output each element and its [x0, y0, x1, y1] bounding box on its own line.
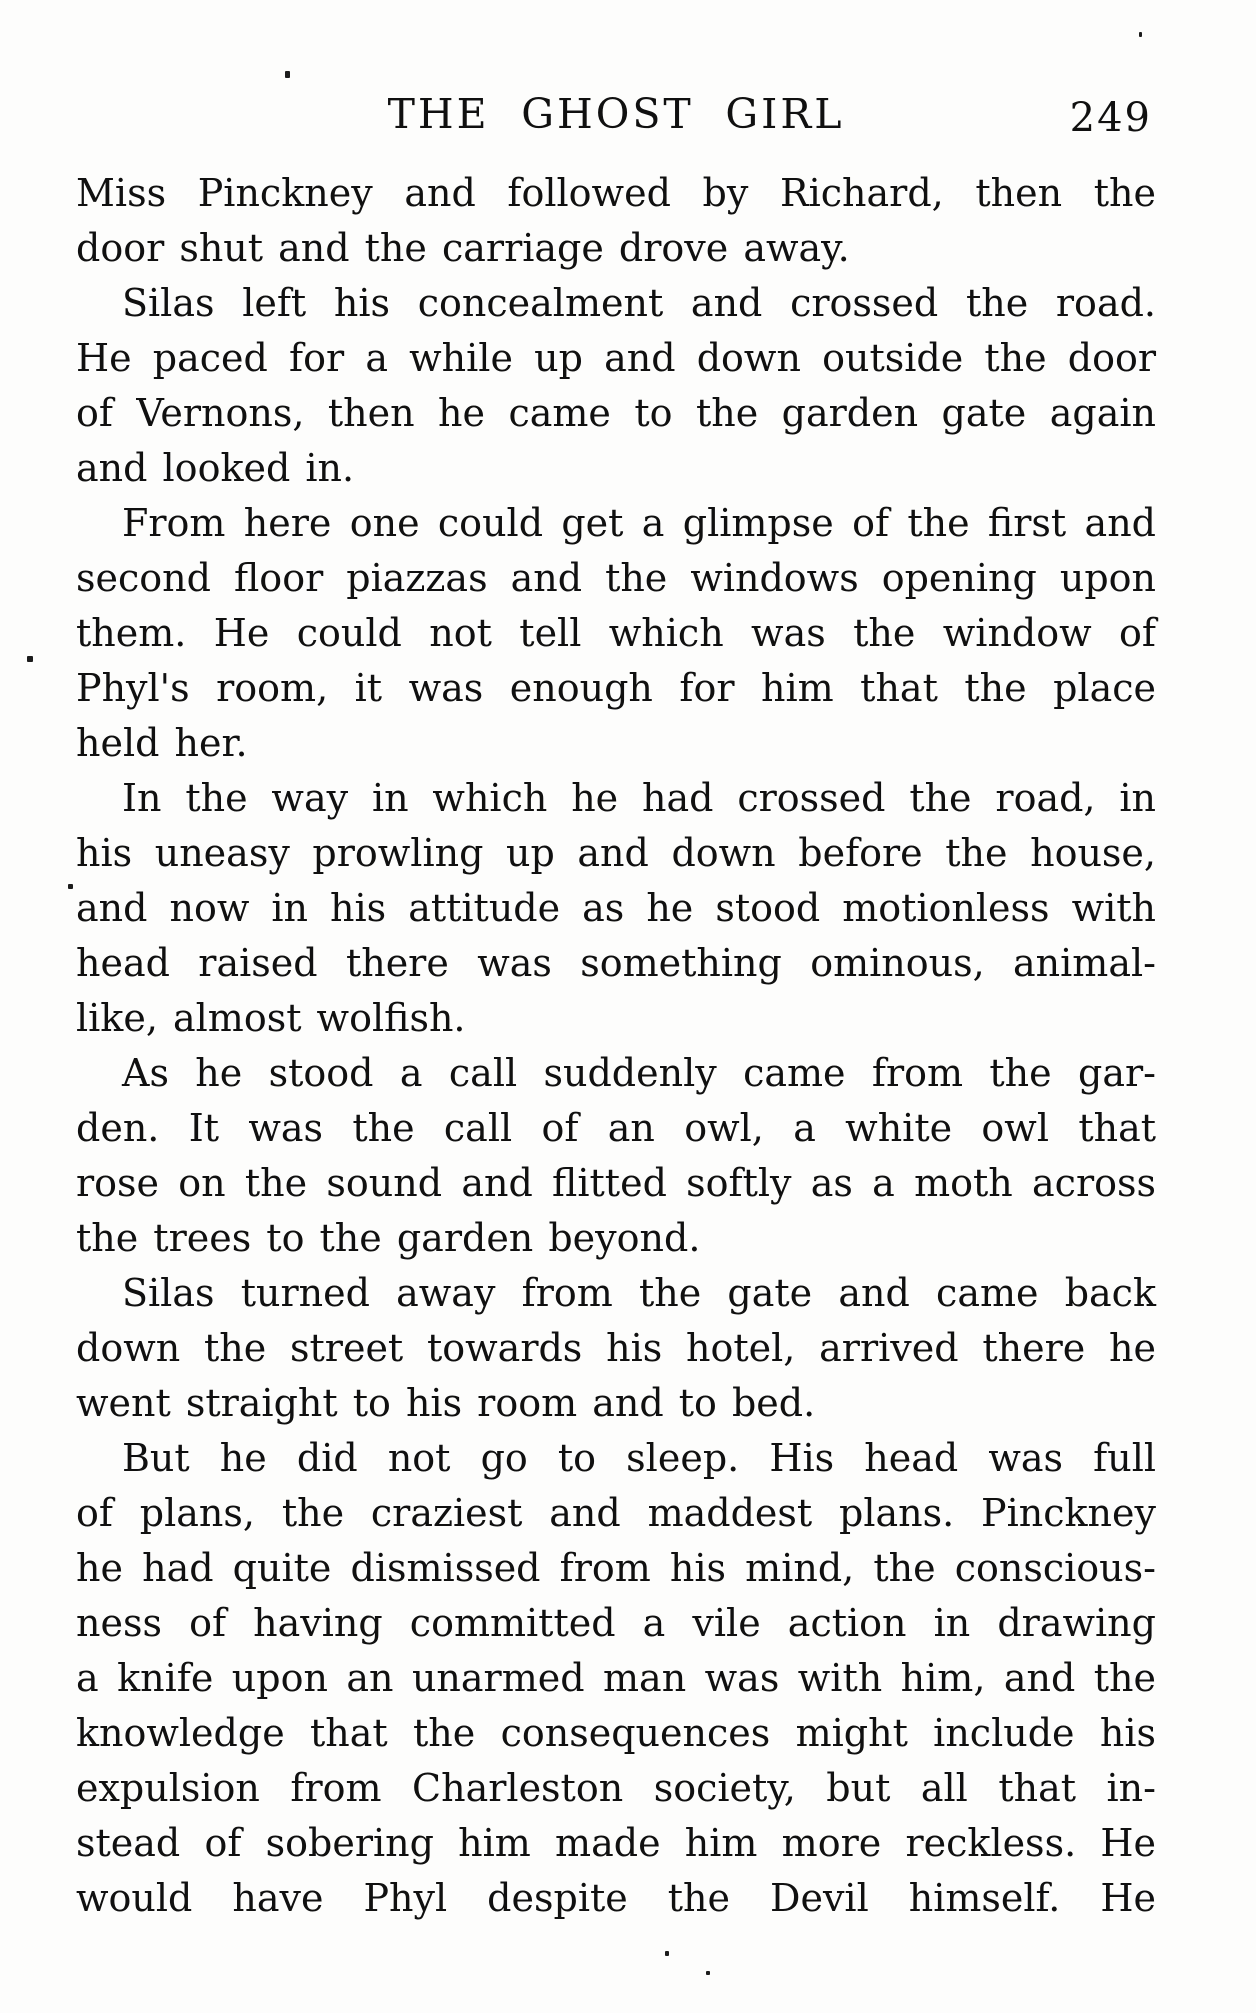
scan-speck	[1139, 32, 1142, 37]
text-line: the trees to the garden beyond.	[76, 1216, 701, 1260]
text-line: From here one could get a glimpse of the first and	[122, 501, 1156, 545]
text-line: But he did not go to sleep. His head was full	[122, 1436, 1156, 1480]
text-line: Miss Pinckney and followed by Richard, then the	[76, 171, 1156, 215]
page-header	[76, 86, 1156, 142]
text-line: rose on the sound and flitted softly as a moth across	[76, 1161, 1156, 1205]
paragraph	[76, 166, 1156, 276]
text-line: ness of having committed a vile action in drawing	[76, 1601, 1156, 1645]
paragraph	[76, 1266, 1156, 1431]
paragraph	[76, 771, 1156, 1046]
text-line: Silas turned away from the gate and came back	[122, 1271, 1156, 1315]
text-line: door shut and the carriage drove away.	[76, 226, 850, 270]
text-line: expulsion from Charleston society, but all that in-	[76, 1766, 1156, 1810]
paragraph	[76, 276, 1156, 496]
scan-speck	[68, 884, 73, 889]
text-line: them. He could not tell which was the window of	[76, 611, 1156, 655]
running-title: THE GHOST GIRL	[387, 90, 845, 138]
text-line: of plans, the craziest and maddest plans. Pinckney	[76, 1491, 1156, 1535]
text-line: would have Phyl despite the Devil himself. He	[76, 1876, 1156, 1920]
text-line: his uneasy prowling up and down before the house,	[76, 831, 1156, 875]
paragraph	[76, 496, 1156, 771]
scan-speck	[285, 71, 290, 78]
paragraph	[76, 1431, 1156, 1926]
text-line: a knife upon an unarmed man was with him, and the	[76, 1656, 1156, 1700]
text-line: like, almost wolfish.	[76, 996, 466, 1040]
text-line: down the street towards his hotel, arrived there he	[76, 1326, 1156, 1370]
text-line: held her.	[76, 721, 248, 765]
text-line: head raised there was something ominous, animal-	[76, 941, 1156, 985]
text-line: He paced for a while up and down outside the door	[76, 336, 1156, 380]
text-line: went straight to his room and to bed.	[76, 1381, 816, 1425]
text-line: stead of sobering him made him more reckless. He	[76, 1821, 1156, 1865]
text-line: second floor piazzas and the windows opening upon	[76, 556, 1156, 600]
paragraph	[76, 1046, 1156, 1266]
text-line: Silas left his concealment and crossed the road.	[122, 281, 1156, 325]
text-line: and looked in.	[76, 446, 355, 490]
text-line: Phyl's room, it was enough for him that the place	[76, 666, 1156, 710]
text-line: he had quite dismissed from his mind, the conscious-	[76, 1546, 1156, 1590]
page-body	[76, 166, 1156, 1926]
text-line: In the way in which he had crossed the road, in	[122, 776, 1156, 820]
text-line: As he stood a call suddenly came from the gar-	[122, 1051, 1156, 1095]
text-line: and now in his attitude as he stood motionless with	[76, 886, 1156, 930]
text-line: of Vernons, then he came to the garden gate again	[76, 391, 1156, 435]
text-line: den. It was the call of an owl, a white owl that	[76, 1106, 1156, 1150]
scan-speck	[706, 1971, 710, 1975]
text-line: knowledge that the consequences might include his	[76, 1711, 1156, 1755]
scan-speck	[665, 1951, 669, 1956]
scan-speck	[27, 656, 33, 662]
page-number: 249	[1069, 95, 1152, 141]
